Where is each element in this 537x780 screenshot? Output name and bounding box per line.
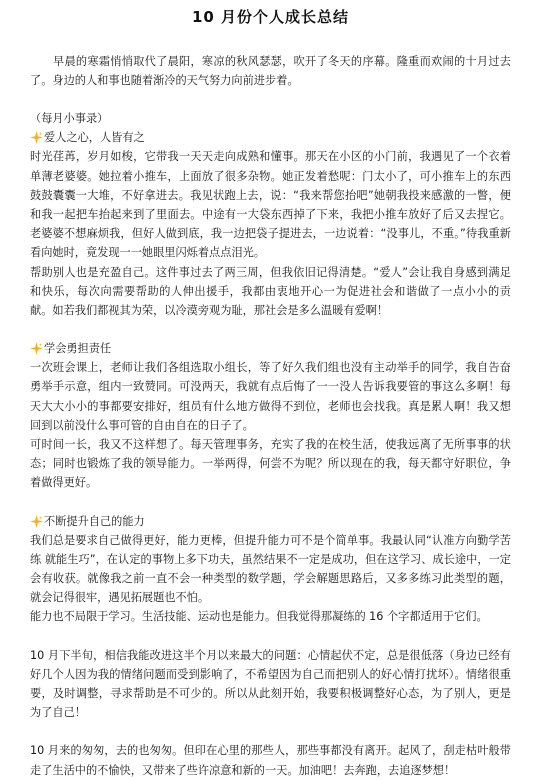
- spacer: [30, 627, 511, 646]
- section-1-paragraph-2: 帮助别人也是充盈自己。这件事过去了两三周，但我依旧记得清楚。“爱人”会让我自身感到满足和快乐，每次向需要帮助的人伸出援手，我都由衷地开心一为促进社会和谐做了一点小小的贡献。如若我们都视其为荣，以冷漠旁观为耻，那社会是多么温暖有爱啊！: [30, 265, 511, 318]
- section-heading-text: 爱人之心，人皆有之: [44, 131, 145, 145]
- spacer: [30, 493, 511, 512]
- section-heading-3: [30, 512, 511, 531]
- document-title: 10 月份个人成长总结: [191, 8, 350, 26]
- section-3-paragraph-2: 能力也不局限于学习。生活技能、运动也是能力。但我觉得那凝练的 16 个字都适用于它们。: [30, 610, 488, 624]
- section-heading-text: 学会勇担责任: [44, 342, 112, 356]
- section-2-paragraph-1: 一次班会课上，老师让我们各组选取小组长，等了好久我们组也没有主动举手的同学，我自告奋勇举手示意，组内一致赞同。可没两天，我就有点后悔了一一没人告诉我要管的事这么多啊！每天大大小小的事都要安排好，组员有什么地方做得不到位，老师也会找我。真是累人啊！我又想回到以前没什么事可管的自由自在的日子了。: [30, 361, 511, 432]
- section-heading-text: 不断提升自己的能力: [44, 514, 145, 528]
- section-2-paragraph-2: 可时间一长，我又不这样想了。每天管理事务，充实了我的在校生活，使我远离了无所事事的状态；同时也锻炼了我的领导能力。一举两得，何尝不为呢？所以现在的我，每天都守好职位，争着做得更好。: [30, 438, 511, 490]
- section-1-paragraph-1: 时光荏苒，岁月如梭，它带我一天天走向成熟和懂事。那天在小区的小门前，我遇见了一个衣着单薄老婆婆。她拉着小推车，上面放了很多杂物。她正发着愁呢：门太小了，可小推车上的东西鼓鼓囊囊一大堆，不好拿进去。我见状跑上去，说：“我来帮您抬吧”她朝我投来感激的一瞥，便和我一起把车抬起来到了里面去。中途有一大袋东西掉了下来，我把小推车放好了后又去捏它。老婆婆不想麻烦我，但好人做到底，我一边把袋子提进去，一边说着：“没事儿，不重。”待我重新看向她时，竟发现一一她眼里闪烁着点点泪光。: [30, 150, 511, 260]
- closing-paragraph-1: 10 月下半旬，相信我能改进这半个月以来最大的问题：心情起伏不定，总是很低落（身边已经有好几个人因为我的情绪问题而受到影响了，不希望因为自己而把别人的好心情打扰坏）。情绪很重要，及时调整，寻求帮助是不可少的。所以从此刻开始，我要积极调整好心态，为了别人，更是为了自己！: [30, 648, 511, 720]
- section-heading-1: [30, 128, 511, 147]
- intro-paragraph: 早晨的寒霜悄悄取代了晨阳，寒凉的秋风瑟瑟，吹开了冬天的序幕。隆重而欢闹的十月过去了。身边的人和事也随着渐冷的天气努力向前进步着。: [30, 55, 511, 88]
- section-3-paragraph-1: 我们总是要求自己做得更好，能力更棒，但提升能力可不是个简单事。我最认同“认准方向勤学苦练 就能生巧”，在认定的事物上多下功夫，虽然结果不一定是成功，但在这学习、成长途中，一定会有收获。就像我之前一直不会一种类型的数学题，学会解题思路后，又多多练习此类型的题，就会记得很牢，遇见拓展题也不怕。: [30, 533, 511, 605]
- spacer: [30, 90, 511, 109]
- closing-paragraph-2: 10 月来的匆匆，去的也匆匆。但印在心里的那些人，那些事都没有离开。起风了，刮走枯叶般带走了生活中的不愉快，又带来了些许凉意和新的一天。加油吧！去奔跑，去追逐梦想！: [30, 744, 511, 777]
- section-heading-2: [30, 339, 511, 358]
- spacer: [30, 320, 511, 339]
- sparkle-icon: [30, 131, 43, 144]
- sparkle-icon: [30, 515, 43, 528]
- sparkle-icon: [30, 342, 43, 355]
- section-tag: （每月小事录）: [30, 112, 109, 126]
